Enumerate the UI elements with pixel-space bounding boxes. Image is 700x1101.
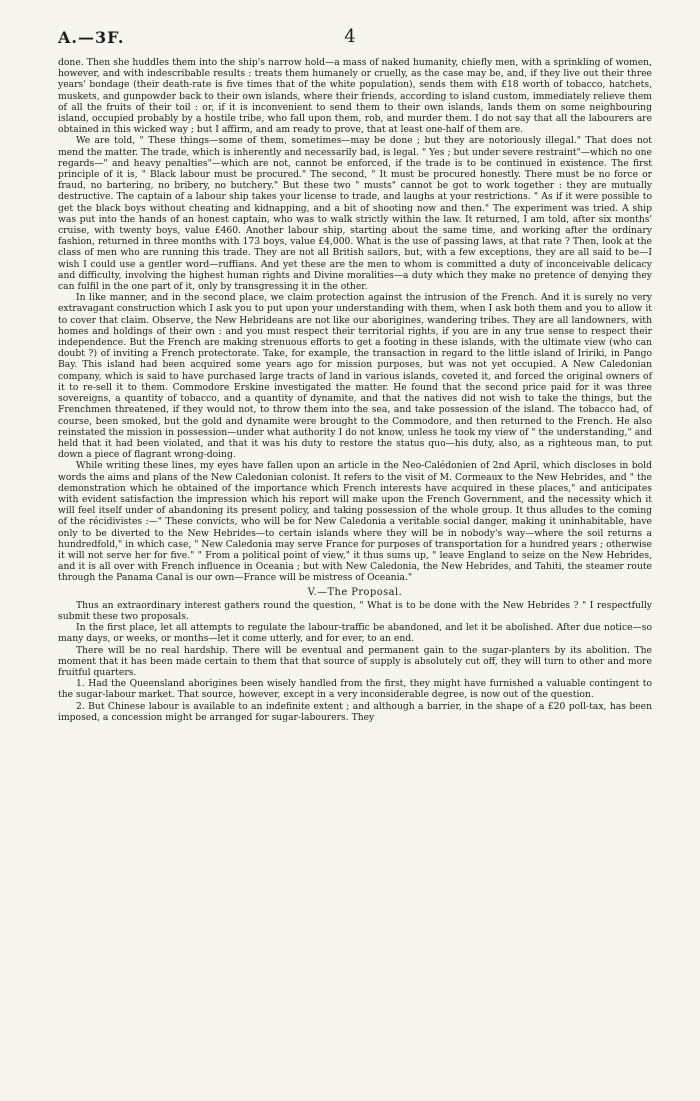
paragraph: While writing these lines, my eyes have fallen upon an article in the Neo-Calédonien of 2nd April, which discloses in bold words the aims and plans of the New Caledonian colonist. It refers to the visit of M. Cormeaux to the New Hebrides, and " the demonstration which he obtained of the importance which French interests have acquired in these places," and anticipates with evident satisfaction the impression which his report will make upon the French Government, and the necessity which it will feel itself under of abandoning its present policy, and taking possession of the whole group. It thus alludes to the coming of the récidivistes :—" These convicts, who will be for New Caledonia a veritable social danger, making it uninhabitable, have only to be diverted to the New Hebrides—to certain islands where they will be in nobody's way—where the soil returns a hundredfold," in which case, " New Caledonia may serve France for purposes of transportation for a hundred years ; otherwise it will not serve her for five." " From a political point of view," it thus sums up, " leave England to seize on the New Hebrides, and it is all over with French influence in Oceania ; but with New Caledonia, the New Hebrides, and Tahiti, the steamer route through the Panama Canal is our own—France will be mistress of Oceania.": [58, 460, 652, 584]
paragraph: 1. Had the Queensland aborigines been wisely handled from the first, they might have furnished a valuable contingent to the sugar-labour market. That source, however, except in a very inconsiderable degree, is now out of the question.: [58, 678, 652, 701]
paragraph: We are told, " These things—some of them, sometimes—may be done ; but they are notoriously illegal." That does not mend the matter. The trade, which is inherently and necessarily bad, is legal. " Yes ; but under severe restraint"—which no one regards—" and heavy penalties"—which are not, cannot be enforced, if the trade is to be continued in existence. The first principle of it is, " Black labour must be procured." The second, " It must be procured honestly. There must be no force or fraud, no bartering, no bribery, no butchery." But these two " musts" cannot be got to work together : they are mutually destructive. The captain of a labour ship takes your license to trade, and laughs at your restrictions. " As if it were possible to get the black boys without cheating and kidnapping, and a bit of shooting now and then." The experiment was tried. A ship was put into the hands of an honest captain, who was to walk strictly within the law. It returned, I am told, after six months' cruise, with twenty boys, value £460. Another labour ship, starting about the same time, and working after the ordinary fashion, returned in three months with 173 boys, value £4,000. What is the use of passing laws, at that rate ? Then, look at the class of men who are running this trade. They are not all British sailors, but, with a few exceptions, they are all said to be—I wish I could use a gentler word—ruffians. And yet these are the men to whom is committed a duty of inconceivable delicacy and difficulty, involving the highest human rights and Divine moralities—a duty which they make no pretence of denying they can fulfil in the one part of it, only by transgressing it in the other.: [58, 135, 652, 293]
paragraph: In the first place, let all attempts to regulate the labour-traffic be abandoned, and let it be abolished. After due notice—so many days, or weeks, or months—let it come utterly, and for ever, to an end.: [58, 622, 652, 645]
paragraph: 2. But Chinese labour is available to an indefinite extent ; and although a barrier, in the shape of a £20 poll-tax, has been imposed, a concession might be arranged for sugar-labourers. They: [58, 700, 652, 723]
page-number: 4: [344, 26, 356, 47]
section-heading: V.—The Proposal.: [307, 586, 403, 598]
paragraph: In like manner, and in the second place, we claim protection against the intrusion of the French. And it is surely no very extravagant construction which I ask you to put upon your understanding with them, when I ask both them and you to allow it to cover that claim. Observe, the New Hebrideans are not like our aborigines, wandering tribes. They are all landowners, with homes and holdings of their own : and you must respect their territorial rights, if you are in any true sense to respect their independence. But the French are making strenuous efforts to get a footing in these islands, with the ultimate view (who can doubt ?) of inviting a French protectorate. Take, for example, the transaction in regard to the little island of Iririki, in Pango Bay. This island had been acquired some years ago for mission purposes, but was not yet occupied. A New Caledonian company, which is said to have purchased large tracts of land in various islands, coveted it, and forced the original owners of it to re-sell it to them. Commodore Erskine investigated the matter. He found that the second price paid for it was three sovereigns, a quantity of tobacco, and a quantity of dynamite, and that the natives did not wish to take the things, but the Frenchmen threatened, if they would not, to throw them into the sea, and take possession of the island. The tobacco had, of course, been smoked, but the gold and dynamite were brought to the Commodore, and then returned to the French. He also reinstated the mission in possession—under what authority I do not know, unless he took my view of " the understanding," and held that it had been violated, and that it was his duty to restore the status quo—his duty, also, as a righteous man, to put down a piece of flagrant wrong-doing.: [58, 292, 652, 461]
document-reference: A.—3F.: [58, 28, 125, 47]
paragraph: There will be no real hardship. There will be eventual and permanent gain to the sugar-planters by its abolition. The moment that it has been made certain to them that that source of supply is absolutely cut off, they will turn to other and more fruitful quarters.: [58, 644, 652, 678]
paragraph: done. Then she huddles them into the ship's narrow hold—a mass of naked humanity, chiefly men, with a sprinkling of women, however, and with indescribable results : treats them humanely or cruelly, as the case may be, and, if they live out their three years' bondage (their death-rate is five times that of the white population), sends them with £18 worth of tobacco, hatchets, muskets, and gunpowder back to their own islands, where their friends, according to island custom, immediately relieve them of all the fruits of their toil : or, if it is inconvenient to send them to their own islands, lands them on some neighbouring island, occupied probably by a hostile tribe, who fall upon them, rob, and murder them. I do not say that all the labourers are obtained in this wicked way ; but I affirm, and am ready to prove, that at least one-half of them are.: [58, 57, 652, 136]
paragraph: Thus an extraordinary interest gathers round the question, " What is to be done with the New Hebrides ? " I respectfully submit these two proposals.: [58, 599, 652, 622]
document-body: [58, 57, 652, 723]
